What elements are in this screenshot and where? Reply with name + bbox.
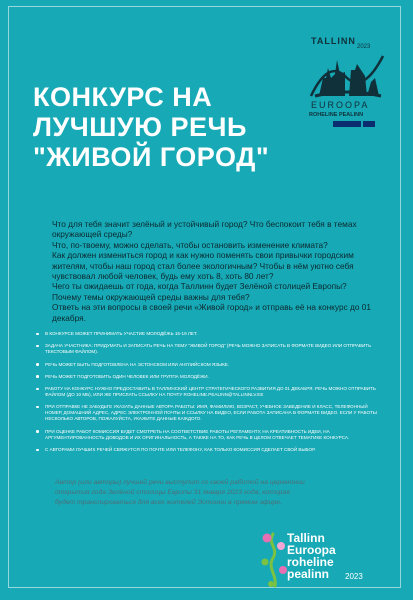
logo-bottom-line2: Euroopa	[287, 543, 336, 557]
logo-city: TALLINN	[311, 36, 356, 46]
logo-bottom-line4: pealinn	[287, 567, 330, 581]
logo-line1: EUROOPA	[311, 100, 370, 110]
intro-paragraph: Ответь на эти вопросы в своей речи «Живой город» и отправь её на конкурс до 01 декабря.	[52, 302, 372, 323]
logo-bottom-year: 2023	[345, 572, 363, 581]
rule-item: ПРИ ОЦЕНКЕ РАБОТ КОМИССИЯ БУДЕТ СМОТРЕТЬ НА СООТВЕТСТВИЕ РАБОТЫ РЕГЛАМЕНТУ, НА КРЕАТИВНОСТЬ ИДЕИ, НА АРГУМЕНТИРОВАННОСТЬ ДОВОДОВ И ИХ ОРИГИНАЛЬНОСТЬ, А ТАКЖЕ НА ТО, КАК РЕЧЬ В ЦЕЛОМ ОТВЕЧАЕТ ТЕМАТИКЕ КОНКУРСА.	[34, 429, 384, 441]
title-line-1: КОНКУРС НА	[33, 82, 213, 112]
logo-line2: ROHELINE PEALINN	[309, 112, 364, 118]
rule-item: РАБОТУ НА КОНКУРС НУЖНО ПРЕДОСТАВИТЬ В ТАЛЛИНСКИЙ ЦЕНТР СТРАТЕГИЧЕСКОГО РАЗВИТИЯ ДО 01 ДЕКАБРЯ. РЕЧЬ МОЖНО ОТПРАВИТЬ ФАЙЛОМ (ДО 10 МБ), ИЛИ ЖЕ ПРИСЛАТЬ ССЫЛКУ НА ПОЧТУ ROHELINE.PEALINN@TALLINNLV.EE	[34, 386, 384, 398]
tallinn-green-capital-logo	[307, 36, 387, 132]
rule-item: В КОНКУРСЕ МОЖЕТ ПРИНИМАТЬ УЧАСТИЕ МОЛОДЁЖЬ 15-19 ЛЕТ.	[34, 331, 384, 337]
partner-logo-icon	[363, 121, 375, 127]
intro-paragraph: Чего ты ожидаешь от года, когда Таллинн будет Зелёной столицей Европы?	[52, 281, 347, 292]
intro-paragraph: Что, по-твоему, можно сделать, чтобы остановить изменение климата?	[52, 239, 328, 250]
logo-bottom-line3: roheline	[287, 555, 334, 569]
intro-questions	[52, 219, 384, 323]
rule-item: РЕЧЬ МОЖЕТ ПОДГОТОВИТЬ ОДИН ЧЕЛОВЕК ИЛИ ГРУППА МОЛОДЁЖИ.	[34, 374, 384, 380]
rule-item: ЗАДАЧА УЧАСТНИКА: ПРИДУМАТЬ И ЗАПИСАТЬ РЕЧЬ НА ТЕМУ "ЖИВОЙ ГОРОД" (РЕЧЬ МОЖНО ЗАПИСАТЬ В ФОРМАТЕ ВИДЕО ИЛИ ОТПРАВИТЬ ТЕКСТОВЫМ ФАЙЛОМ).	[34, 343, 384, 355]
green-capital-logo-bottom	[253, 526, 403, 596]
rules-list	[34, 331, 384, 459]
rule-item: С АВТОРАМИ ЛУЧШИХ РЕЧЕЙ СВЯЖУТСЯ ПО ПОЧТЕ ИЛИ ТЕЛЕФОНУ, КАК ТОЛЬКО КОМИССИЯ СДЕЛАЕТ СВОЙ ВЫБОР.	[34, 447, 384, 453]
intro-paragraph: Как должен измениться город и как нужно поменять свои привычки городским жителям, чтобы наш город стал более экологичным? Чтобы в нём уютно себя чувствовал любой человек, будь ему хоть 8, хоть 80 лет?	[52, 250, 354, 282]
eu-flag-icon	[333, 121, 361, 127]
intro-paragraph: Почему темы окружающей среды важны для тебя?	[52, 291, 250, 302]
logo-bottom-line1: Tallinn	[287, 531, 325, 545]
title-line-3: "ЖИВОЙ ГОРОД"	[33, 142, 270, 172]
intro-paragraph: Что для тебя значит зелёный и устойчивый город? Что беспокоит тебя в темах окружающей среды?	[52, 219, 357, 240]
rule-item: РЕЧЬ МОЖЕТ БЫТЬ ПОДГОТОВЛЕНА НА ЭСТОНСКОМ ИЛИ АНГЛИЙСКОМ ЯЗЫКЕ.	[34, 362, 384, 368]
logo-year: 2023	[357, 44, 371, 50]
winner-note: Автор (или авторы) лучшей речи выступит со своей работой на церемонии открытия года Зелёной столицы Европы 31 января 2023 года, которая будет транслироваться для всех жителей Эстонии в прямом эфире.	[55, 479, 305, 506]
title-line-2: ЛУЧШУЮ РЕЧЬ	[33, 112, 247, 142]
skyline-icon	[309, 48, 385, 102]
rule-item: ПРИ ОТПРАВКЕ НЕ ЗАБУДЬТЕ УКАЗАТЬ ДАННЫЕ АВТОРА РАБОТЫ: ИМЯ, ФАМИЛИЮ, ВОЗРАСТ, УЧЕБНОЕ ЗАВЕДЕНИЕ И КЛАСС, ТЕЛЕФОННЫЙ НОМЕР, ДОМАШНИЙ АДРЕС, АДРЕС ЭЛЕКТРОННОЙ ПОЧТЫ И ССЫЛКУ НА ВИДЕО, ЕСЛИ РАБОТА ЗАПИСАНА В ФОРМАТЕ ВИДЕО. ЕСЛИ У РАБОТЫ НЕСКОЛЬКО АВТОРОВ, ПОЖАЛУЙСТА, УКАЖИТЕ ДАННЫЕ КАЖДОГО.	[34, 404, 384, 422]
page-title	[33, 82, 269, 172]
